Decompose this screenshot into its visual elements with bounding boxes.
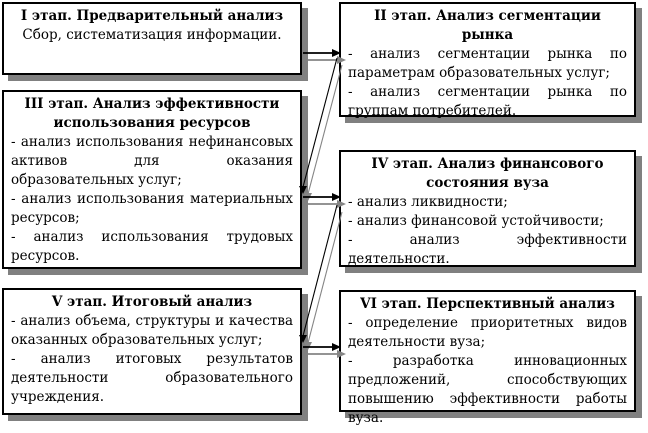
stage-box-2-market-segmentation-analysis [339,2,636,117]
stage-box-5-body-item: - анализ итоговых результатов деятельности образовательного учреждения. [11,351,293,405]
stage-box-3-title: III этап. Анализ эффективности использования ресурсов [24,96,280,131]
stage-box-2-body-item: - анализ сегментации рынка по параметрам образовательных услуг; [348,46,627,81]
stage-box-3-body-item: - анализ использования трудовых ресурсов. [11,229,293,264]
connector-arrows [299,49,341,351]
stage-box-5-body-item: - анализ объема, структуры и качества оказанных образовательных услуг; [11,313,293,348]
stage-box-4-body-item: - анализ ликвидности; [348,194,508,210]
stage-box-5-final-analysis [2,288,302,415]
stage-box-6-body-item: - определение приоритетных видов деятельности вуза; [348,315,627,350]
arrow-stage1-to-stage2 [303,49,341,57]
stage-box-1-body-line: Сбор, систематизация информации. [22,27,282,43]
stage-box-2-body-item: - анализ сегментации рынка по группам потребителей. [348,84,627,119]
stage-box-3-body-item: - анализ использования нефинансовых активов для оказания образовательных услуг; [11,134,293,188]
stage-box-4-body-item: - анализ финансовой устойчивости; [348,213,604,229]
stage-box-2-title: II этап. Анализ сегментации рынка [374,8,601,43]
stage-box-4-title: IV этап. Анализ финансового состояния вуза [371,156,604,191]
stage-box-6-prospective-analysis [339,290,636,426]
arrow-stage4-to-stage5 [299,205,337,343]
stage-box-3-body-item: - анализ использования материальных ресурсов; [11,191,293,226]
arrow-shadow-stage2-to-stage3 [304,65,342,201]
stage-box-6-body-item: - разработка инновационных предложений, способствующих повышению эффективности работы вуза. [348,353,627,426]
stage-box-1-title: I этап. Предварительный анализ [20,8,284,24]
stage-box-4-body-item: - анализ эффективности деятельности. [348,232,627,267]
stage-box-6-title: VI этап. Перспективный анализ [360,296,615,312]
stage-box-1-preliminary-analysis [2,2,302,75]
stage-box-5-title: V этап. Итоговый анализ [51,294,253,310]
arrow-stage5-to-stage6 [303,343,341,351]
arrow-stage2-to-stage3 [299,58,337,194]
stage-box-4-financial-state-analysis [339,150,636,267]
arrow-stage3-to-stage4 [303,193,341,201]
arrow-shadow-stage4-to-stage5 [304,212,342,350]
stage-box-3-resource-efficiency-analysis [2,90,302,269]
